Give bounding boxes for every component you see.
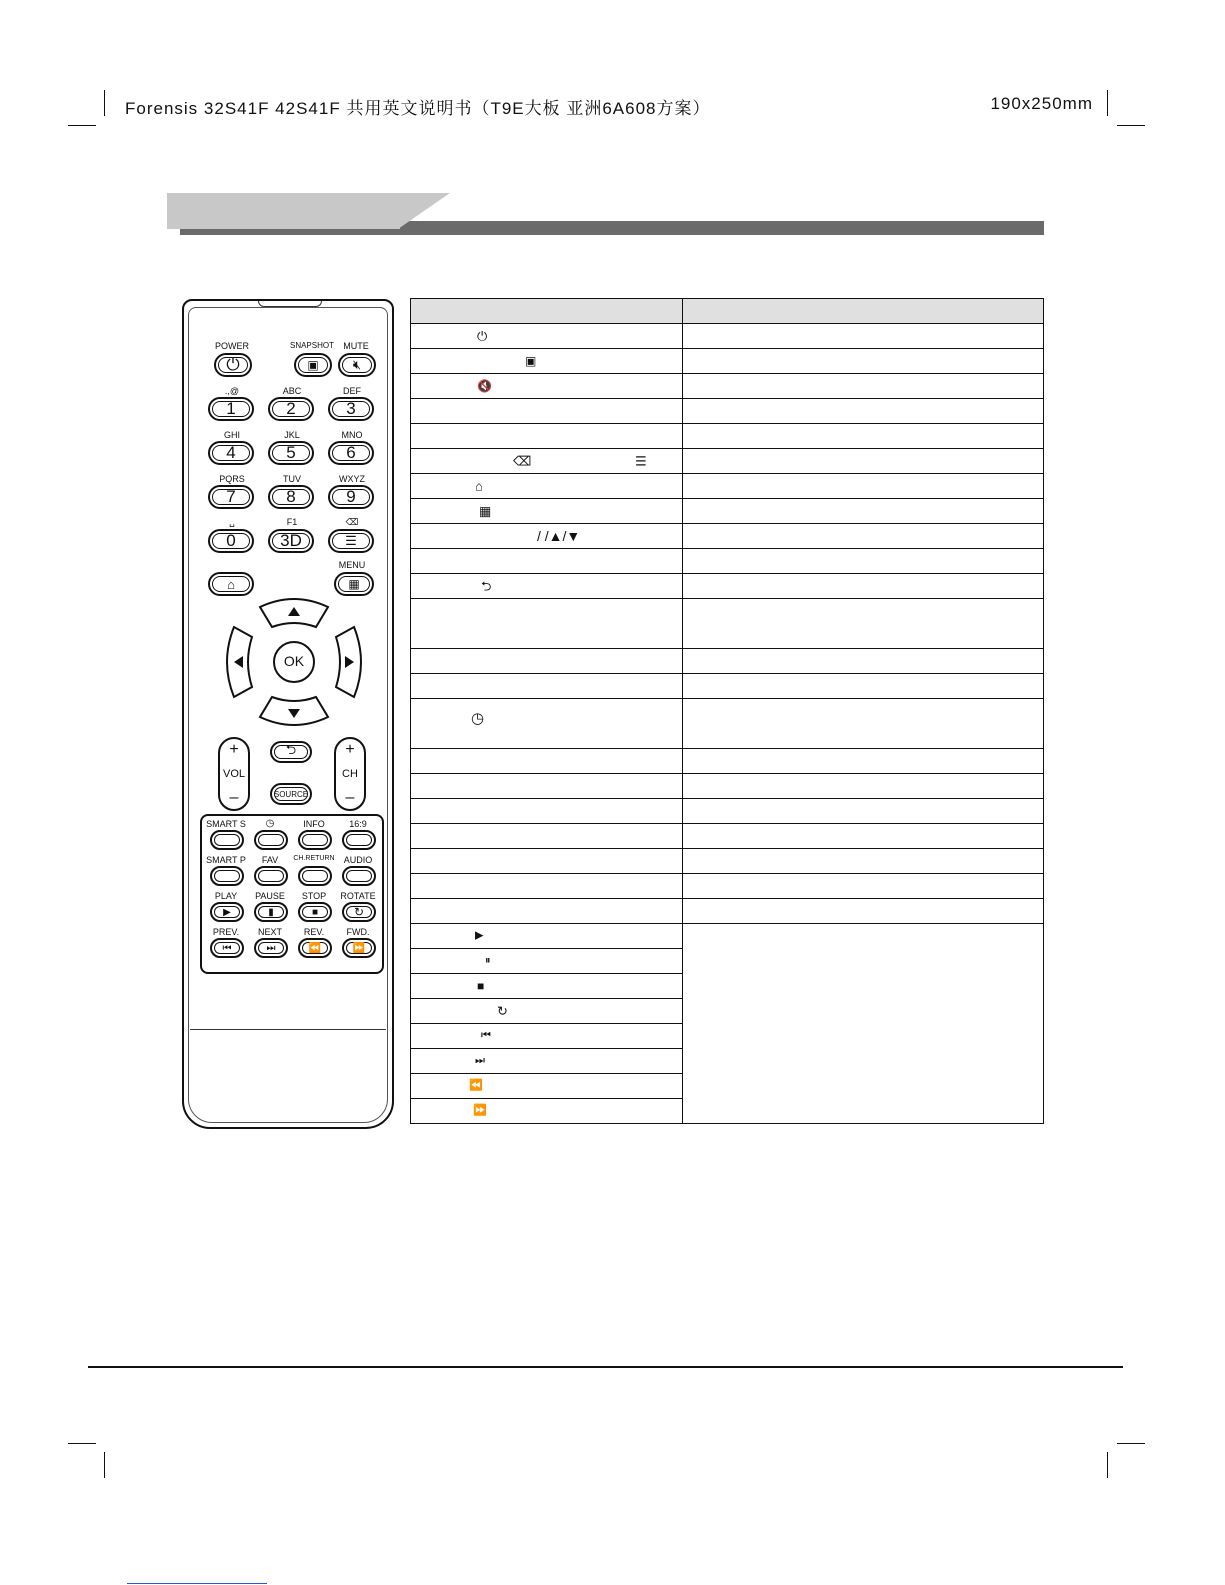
next-button[interactable]: [254, 938, 288, 958]
next-icon: ⏭: [475, 1054, 485, 1067]
label-rev: REV.: [303, 927, 325, 937]
table-row: [411, 524, 1044, 549]
table-row: [411, 549, 1044, 574]
label-key8: TUV: [283, 474, 301, 484]
fav-button[interactable]: [254, 866, 288, 886]
return-icon: ⮌: [481, 578, 492, 594]
table-row: [411, 874, 1044, 899]
media-description-cell: [683, 924, 1044, 1124]
fast-forward-icon: ⏩: [473, 1104, 487, 1117]
section-banner-slope: [398, 193, 450, 229]
table-row: [411, 899, 1044, 924]
home-icon: ⌂: [227, 576, 235, 592]
list-button[interactable]: [328, 529, 374, 553]
3d-button[interactable]: 3D: [268, 529, 314, 553]
label-smart-p: SMART P: [206, 855, 246, 865]
sleep-button[interactable]: [254, 830, 288, 850]
label-key3: DEF: [343, 386, 361, 396]
number-2-button[interactable]: 2: [268, 397, 314, 421]
label-key6: MNO: [341, 430, 363, 440]
table-row: [411, 474, 1044, 499]
smart-s-button[interactable]: [210, 830, 244, 850]
number-9-button[interactable]: 9: [328, 485, 374, 509]
table-header-cell: [683, 299, 1044, 324]
next-icon: ⏭: [266, 942, 276, 954]
remote-top-notch: [258, 301, 322, 307]
table-row: [411, 424, 1044, 449]
pause-icon: ⏸: [485, 954, 491, 967]
snapshot-icon: ▣: [525, 354, 537, 368]
channel-rocker[interactable]: + CH –: [334, 737, 366, 811]
table-row: [411, 924, 1044, 949]
crop-mark: [68, 1443, 96, 1444]
home-icon: ⌂: [475, 478, 483, 494]
label-power: POWER: [214, 341, 249, 351]
snapshot-button[interactable]: [294, 353, 332, 377]
footer-rule: [88, 1366, 1123, 1368]
power-icon: ⏻: [477, 328, 488, 344]
prev-button[interactable]: [210, 938, 244, 958]
table-row: [411, 824, 1044, 849]
crop-mark: [68, 125, 96, 126]
label-next: NEXT: [257, 927, 282, 937]
label-prev: PREV.: [212, 927, 240, 937]
info-button[interactable]: [298, 830, 332, 850]
table-row: [411, 499, 1044, 524]
label-key9: WXYZ: [339, 474, 365, 484]
label-rotate: ROTATE: [340, 891, 376, 901]
table-row: [411, 599, 1044, 649]
number-8-button[interactable]: 8: [268, 485, 314, 509]
rotate-icon: ↻: [497, 1003, 508, 1019]
stop-button[interactable]: [298, 902, 332, 922]
button-function-table: [410, 298, 1044, 1124]
label-key1: .,@: [224, 386, 240, 396]
table-row: [411, 374, 1044, 399]
number-7-button[interactable]: 7: [208, 485, 254, 509]
snapshot-icon: ▣: [307, 358, 319, 372]
menu-icon: ▦: [479, 503, 492, 519]
table-row: [411, 674, 1044, 699]
label-info: INFO: [303, 819, 325, 829]
label-snapshot: SNAPSHOT: [289, 341, 334, 350]
crop-mark: [1117, 1443, 1145, 1444]
menu-button[interactable]: [334, 572, 374, 596]
backspace-list-icons: ⌫ ☰: [513, 453, 647, 469]
rotate-button[interactable]: [342, 902, 376, 922]
section-banner-tab: [167, 193, 400, 229]
table-row: [411, 774, 1044, 799]
label-fav: FAV: [261, 855, 279, 865]
remote-bottom-separator: [190, 1029, 386, 1030]
label-audio: AUDIO: [343, 855, 373, 865]
mute-icon: 🔇︎: [352, 357, 362, 372]
label-key5: JKL: [284, 430, 300, 440]
backspace-icon: ⌫: [345, 517, 359, 527]
play-button[interactable]: [210, 902, 244, 922]
prev-icon: ⏮: [481, 1029, 491, 1042]
rotate-icon: ↻: [353, 905, 365, 919]
label-stop: STOP: [301, 891, 327, 901]
label-key4: GHI: [223, 430, 240, 440]
return-button[interactable]: [270, 741, 312, 763]
mute-button[interactable]: [338, 353, 376, 377]
mute-icon: 🔇: [477, 379, 492, 393]
table-row: [411, 449, 1044, 474]
crop-mark: [104, 1452, 105, 1478]
number-1-button[interactable]: 1: [208, 397, 254, 421]
label-pause: PAUSE: [255, 891, 285, 901]
table-row: [411, 649, 1044, 674]
bottom-link-underline: [127, 1583, 267, 1584]
sleep-icon: ◷: [471, 710, 485, 727]
rewind-button[interactable]: [298, 938, 332, 958]
power-button[interactable]: [214, 353, 252, 377]
audio-button[interactable]: [342, 866, 376, 886]
fast-forward-icon: ⏩: [352, 942, 366, 954]
number-4-button[interactable]: 4: [208, 441, 254, 465]
number-0-button[interactable]: 0: [208, 529, 254, 553]
ok-label: OK: [283, 653, 305, 669]
label-key7: PQRS: [219, 474, 245, 484]
ch-return-button[interactable]: [298, 866, 332, 886]
stop-icon: ■: [311, 906, 319, 918]
crop-mark: [1107, 90, 1108, 116]
fast-forward-button[interactable]: [342, 938, 376, 958]
table-row: [411, 324, 1044, 349]
label-fwd: FWD.: [346, 927, 370, 937]
number-3-button[interactable]: 3: [328, 397, 374, 421]
label-menu: MENU: [338, 560, 366, 570]
header-title: Forensis 32S41F 42S41F 共用英文说明书（T9E大板 亚洲6A608方案）: [125, 99, 711, 118]
label-16-9: 16:9: [349, 819, 367, 829]
rewind-icon: ⏪: [308, 942, 322, 954]
header-page-size: 190x250mm: [990, 94, 1093, 113]
label-smart-s: SMART S: [206, 819, 246, 829]
label-play: PLAY: [214, 891, 238, 901]
label-key2: ABC: [282, 386, 302, 396]
power-icon: ⏻: [226, 355, 240, 374]
table-header-cell: [411, 299, 683, 324]
crop-mark: [1107, 1452, 1108, 1478]
table-row: [411, 574, 1044, 599]
label-key0: ␣: [229, 517, 235, 527]
sleep-icon: ◷: [265, 818, 275, 829]
source-button[interactable]: SOURCE: [270, 783, 312, 805]
table-row: [411, 399, 1044, 424]
play-icon: ▶: [475, 929, 484, 942]
prev-icon: ⏮: [222, 942, 232, 954]
label-ch-return: CH.RETURN: [293, 855, 335, 862]
table-row: [411, 349, 1044, 374]
crop-mark: [1117, 125, 1145, 126]
play-icon: ▶: [223, 906, 231, 918]
label-mute: MUTE: [343, 341, 369, 351]
number-6-button[interactable]: 6: [328, 441, 374, 465]
label-f1: F1: [286, 517, 298, 527]
volume-rocker[interactable]: + VOL –: [218, 737, 250, 811]
menu-icon: ▦: [348, 577, 360, 591]
table-header-row: [411, 299, 1044, 324]
list-icon: ☰: [345, 533, 357, 548]
direction-arrows-icon: / /▲/▼: [537, 528, 581, 544]
table-row: [411, 849, 1044, 874]
rewind-icon: ⏪: [469, 1079, 483, 1092]
table-row: [411, 799, 1044, 824]
aspect-button[interactable]: [342, 830, 376, 850]
pause-button[interactable]: [254, 902, 288, 922]
smart-p-button[interactable]: [210, 866, 244, 886]
home-button[interactable]: [208, 572, 254, 596]
crop-mark: [104, 90, 105, 116]
remote-control-illustration: [182, 299, 394, 1129]
table-row: [411, 749, 1044, 774]
number-5-button[interactable]: 5: [268, 441, 314, 465]
stop-icon: ■: [477, 979, 485, 993]
table-row: [411, 699, 1044, 749]
return-icon: ⮌: [285, 742, 297, 757]
pause-icon: ▮: [268, 906, 274, 918]
